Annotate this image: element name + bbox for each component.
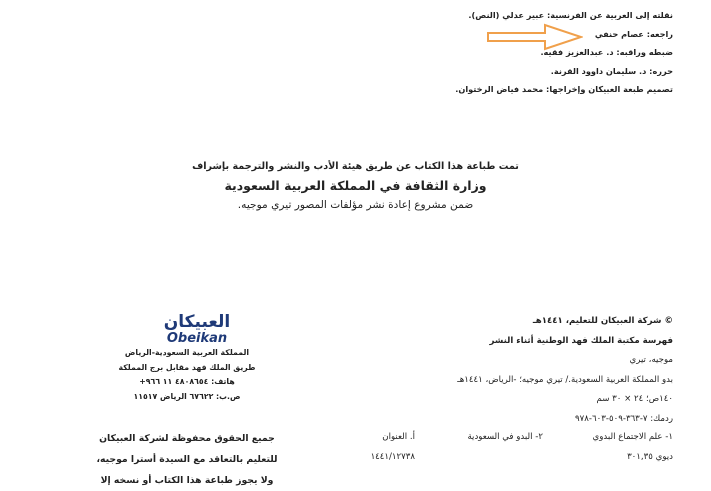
rights-statement <box>82 428 292 491</box>
credit-editor: ضبطه وراقبه: د. عبدالعزيز فقيه. <box>540 47 673 57</box>
subject-title: أ. العنوان <box>382 432 415 442</box>
supervision-line-2: وزارة الثقافة في المملكة العربية السعودية <box>224 178 487 193</box>
rights-line-3: ولا يجوز طباعة هذا الكتاب أو نسخه إلا <box>100 475 274 486</box>
logo-arabic: العبيكان <box>163 312 231 332</box>
catalog-block <box>457 312 673 429</box>
publisher-phone: هاتف: ٤٨٠٨٦٥٤ ١١ ٩٦٦+ <box>139 377 235 386</box>
publisher-address <box>112 346 262 404</box>
publisher-street: طريق الملك فهد مقابل برج المملكة <box>118 362 256 372</box>
catalog-pages: ١٤٠ص؛ ٢٤ × ٣٠ سم <box>596 394 673 404</box>
deposit-number: ١٤٤١/١٢٧٣٨ <box>370 451 415 462</box>
credits-block <box>455 6 673 99</box>
credit-reviewer: راجعه: عصام حنفي <box>594 28 673 39</box>
dewey-classification: ديوي ٣٠١,٣٥ <box>627 451 673 462</box>
copyright-line: © شركة العبيكان للتعليم، ١٤٤١هـ <box>532 316 673 326</box>
catalog-author: موجيه، تيري <box>629 355 673 365</box>
supervision-line-1: تمت طباعة هذا الكتاب عن طريق هيئة الأدب والنشر والترجمة بإشراف <box>192 161 519 172</box>
catalog-heading: فهرسة مكتبة الملك فهد الوطنية أثناء النشر <box>489 335 673 346</box>
annotation-arrow-icon <box>487 23 583 51</box>
rights-line-1: جميع الحقوق محفوظة لشركة العبيكان <box>99 433 275 444</box>
publisher-country: المملكة العربية السعودية-الرياض <box>124 348 250 357</box>
subject-2: ٢- البدو في السعودية <box>467 432 543 442</box>
obeikan-logo <box>160 311 234 345</box>
credit-translator: نقلته إلى العربية عن الفرنسية: عبير عدلي (النص). <box>468 10 673 20</box>
catalog-isbn: ردمك: ٧-٣٦٣-٥٠٩-٦٠٣-٩٧٨ <box>575 413 673 424</box>
catalog-title-line: بدو المملكة العربية السعودية./ تيري موجيه؛ -الرياض، ١٤٤١هـ <box>457 374 673 385</box>
subject-1: ١- علم الاجتماع البدوي <box>592 432 673 442</box>
supervision-block <box>0 158 711 214</box>
catalog-subjects <box>313 428 673 467</box>
rights-line-2: للتعليم بالتعاقد مع السيدة أسترا موجيه، <box>96 454 278 465</box>
credit-design: تصميم طبعة العبيكان وإخراجها: محمد فياض الرختوان. <box>455 84 673 94</box>
publisher-pobox: ص.ب: ٦٧٦٢٢ الرياض ١١٥١٧ <box>133 391 241 401</box>
supervision-line-3: ضمن مشروع إعادة نشر مؤلفات المصور تيري موجيه. <box>237 199 474 211</box>
credit-author-editor: حرره: د. سليمان داوود القرنة. <box>550 65 673 76</box>
logo-latin: Obeikan <box>166 331 228 345</box>
